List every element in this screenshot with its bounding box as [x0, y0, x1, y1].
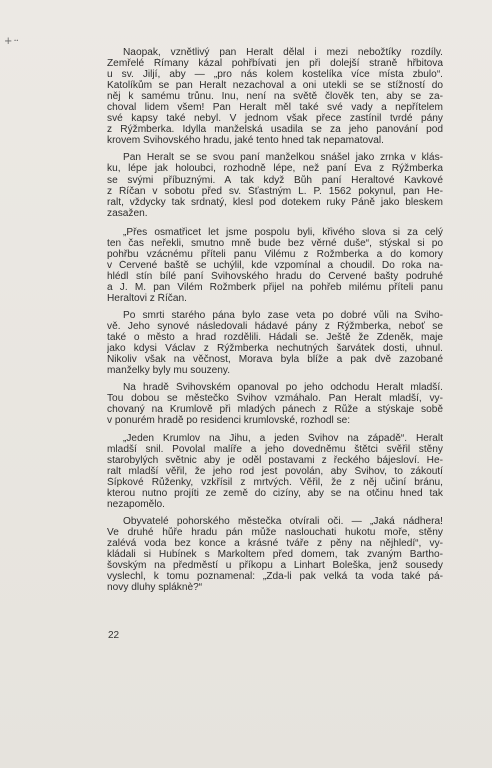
text-line: se svými příbuznými. A tak když Bůh paní Heraltové Kavkové: [107, 174, 443, 186]
text-line: novy dluhy spláknè?“: [107, 582, 203, 594]
paragraph: [107, 227, 443, 304]
text-line: Heraltovi z Říčan.: [107, 292, 187, 304]
paragraph: [107, 310, 443, 376]
text-line: také o město a hrad rozdělili. Hádali se. Ještě že Zdeněk, maje: [107, 332, 443, 344]
text-line: z Rýžmberka. Idylla manželská usadila se za jeho panování pod: [107, 124, 443, 136]
text-line: a J. M. pan Vilém Rožmberk přijel na pohřeb milému příteli panu: [107, 281, 443, 293]
text-line: své kapsy také nebyl. V jednom však přece zastínil tvrdé pány: [107, 113, 443, 125]
text-line: ten čas neřekli, smutno mně bude bez věrné duše“, stýskal si po: [107, 237, 443, 249]
text-line: ralt mladší věřil, že jeho rod jest povolán, aby Švihov, to zákoutí: [107, 465, 443, 477]
text-line: Šípkové Růženky, vzkřísil z mrtvých. Věřil, že z něj učiní bránu,: [107, 476, 443, 488]
text-line: Naopak, vznětlivý pan Heralt dělal i mezi nebožtíky rozdíly.: [123, 47, 443, 58]
paragraph: [107, 516, 443, 593]
text-line: Ve druhé hůře hradu pán může naslouchati hukotu moře, stěny: [107, 526, 443, 538]
text-line: chovaný na Krumlově při mladých pánech z Růže a stýskaje sobě: [107, 404, 443, 416]
text-line: zasažen.: [107, 207, 148, 219]
text-line: starobylých světnic aby je oděl postavami z řeckého bájesloví. He-: [107, 454, 443, 466]
text-line: hlédl stín bílé paní Švihovského hradu do Červené bašty podruhé: [107, 270, 443, 282]
text-line: něj k samému trůnu. Inu, není na světě člověk ten, aby se za-: [107, 91, 443, 103]
text-line: vyslechl, k tomu poznamenal: „Zda-li pak velká ta voda také pá-: [107, 571, 443, 583]
text-line: pohřbu vzácnému příteli panu Vilému z Rožmberka a do komory: [107, 248, 443, 260]
text-line: zalévá voda bez konce a krásné tváře z pěny na nějhledí“, vy-: [107, 537, 443, 549]
text-line: Po smrti starého pána bylo zase veta po dobré vůli na Šviho-: [123, 310, 443, 322]
text-line: manželky byly mu souzeny.: [107, 365, 231, 377]
paragraph: [107, 382, 443, 426]
text-line: Tou dobou se městečko Švihov vzmáhalo. Pan Heralt mladší, vy-: [107, 393, 443, 405]
text-line: Pan Heralt se se svou paní manželkou snášel jako zrnka v klás-: [123, 152, 443, 164]
page-text: [107, 47, 443, 593]
page-number: 22: [108, 630, 120, 641]
text-line: z Říčan v sobotu před sv. Šťastným L. P. 1562 pokynul, pan He-: [107, 185, 443, 197]
text-line: jako kdysi Václav z Rýžmberka nechutných šarvátek dosti, uhnul.: [107, 343, 443, 355]
text-line: ralt, vždycky tak srdnatý, klesl pod dotekem ruky Páně jako bleskem: [107, 196, 443, 208]
margin-mark: + ··: [4, 36, 18, 47]
text-line: šovským na předměstí u příkopu a Linhart Boleška, jenž sousedy: [107, 560, 443, 572]
text-line: ku, lépe jak holoubci, rozhodně lépe, než paní Eva z Rýžmberka: [107, 163, 443, 175]
text-line: Katolíkům se pan Heralt nezachoval a oni utekli se se stížností do: [107, 80, 443, 92]
text-line: u sv. Jiljí, aby — „pro nás kolem kostelíka více místa zbulo“.: [107, 69, 443, 81]
text-line: nezapomělo.: [107, 498, 165, 510]
text-line: kterou nutno projíti ze země do cizíny, aby se na otčinu hned tak: [107, 487, 443, 499]
text-line: v ponurém hradě po residenci krumlovské, rozhodl se:: [107, 415, 351, 427]
text-line: „Přes osmatřicet let jsme pospolu byli, křivého slova si za celý: [123, 226, 443, 238]
text-line: Nikoliv však na věčnost, Morava byla blíže a pak dvě zazobané: [107, 354, 443, 366]
text-line: v Červené baště se uchýlil, kde vzpomínal a choudil. Do roka na-: [107, 259, 443, 271]
text-line: mladší snil. Povolal malíře a jeho dovedněmu štětci svěřil stěny: [107, 443, 443, 455]
paragraph: [107, 47, 443, 146]
text-line: choval lidem všem! Pan Heralt měl také své vady a nepřítelem: [107, 102, 443, 114]
text-line: krovem Švihovského hradu, jaké tento hned tak nepamatoval.: [107, 135, 384, 147]
text-line: vě. Jeho synové následovali hádavé pány z Rýžmberka, neboť se: [107, 321, 443, 333]
paragraph: [107, 433, 443, 510]
text-line: Obyvatelé pohorského městečka otvírali oči. — „Jaká nádhera!: [123, 515, 443, 527]
text-line: Na hradě Švihovském opanoval po jeho odchodu Heralt mladší.: [123, 382, 443, 394]
paragraph: [107, 152, 443, 218]
text-line: kládali si Hubínek s Markoltem před domem, tak zvaným Bartho-: [107, 548, 443, 560]
text-line: „Jeden Krumlov na Jihu, a jeden Švihov na západě“. Heralt: [123, 432, 443, 444]
text-line: Zemřelé Římany kázal pohřbívati jen při dolejší straně hřbitova: [107, 58, 443, 70]
